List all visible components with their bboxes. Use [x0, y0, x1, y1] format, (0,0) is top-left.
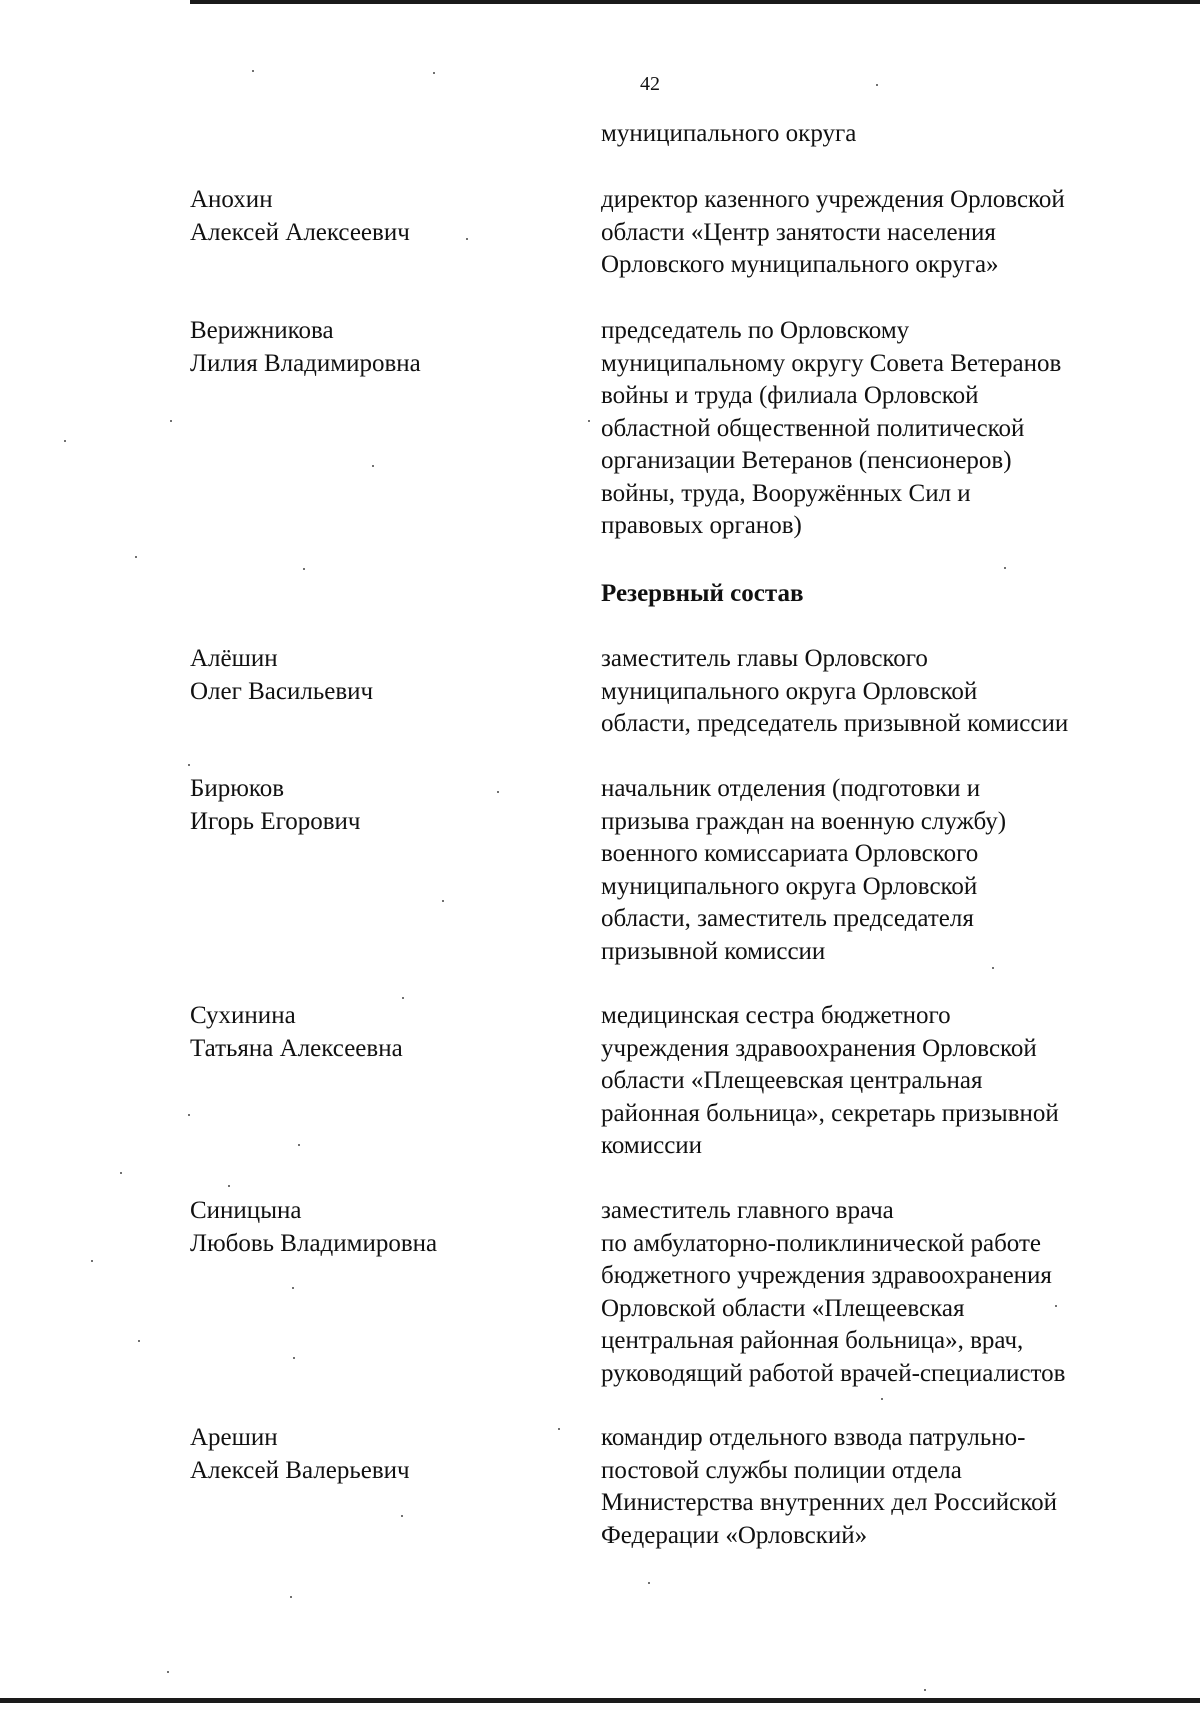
scan-speck [1055, 1305, 1057, 1307]
scan-speck [135, 556, 137, 558]
position-line: призыва граждан на военную службу) [601, 807, 1007, 835]
continuation-line: муниципального округа [601, 120, 857, 147]
scan-speck [138, 1340, 140, 1342]
member-surname: Верижникова [190, 317, 334, 344]
member-given-names: Алексей Валерьевич [190, 1456, 410, 1484]
scan-speck [188, 764, 190, 766]
scan-speck [170, 420, 172, 422]
member-position [601, 1000, 1059, 1163]
scan-speck [402, 997, 404, 999]
position-line: начальник отделения (подготовки и [601, 775, 981, 802]
member-surname: Синицына [190, 1197, 302, 1224]
scan-edge-bottom [0, 1698, 1200, 1703]
scan-speck [924, 1689, 926, 1691]
position-line: районная больница», секретарь призывной [601, 1099, 1059, 1127]
member-name [190, 315, 421, 380]
position-line: призывной комиссии [601, 937, 826, 965]
position-line: правовых органов) [601, 512, 802, 539]
position-line: командир отдельного взвода патрульно- [601, 1424, 1026, 1451]
member-name [190, 773, 361, 838]
position-line: организации Ветеранов (пенсионеров) [601, 447, 1012, 474]
member-position [601, 184, 1065, 282]
position-line: руководящий работой врачей-специалистов [601, 1359, 1066, 1387]
scan-speck [648, 1582, 650, 1584]
position-line: комиссии [601, 1132, 703, 1159]
member-name [190, 1195, 437, 1260]
position-line: области «Плещеевская центральная [601, 1067, 983, 1094]
position-line: центральная районная больница», врач, [601, 1327, 1024, 1354]
member-position [601, 315, 1061, 543]
continuation-text [601, 118, 856, 151]
scan-speck [303, 568, 305, 570]
position-line: военного комиссариата Орловского [601, 840, 979, 867]
scan-speck [91, 1260, 93, 1262]
position-line: бюджетного учреждения здравоохранения [601, 1262, 1052, 1289]
scan-speck [252, 70, 254, 72]
scan-speck [372, 465, 374, 467]
position-line: областной общественной политической [601, 414, 1025, 442]
member-given-names: Игорь Егорович [190, 807, 361, 835]
page-number: 42 [640, 73, 660, 95]
position-line: муниципального округа Орловской [601, 872, 978, 900]
scan-speck [293, 1357, 295, 1359]
member-surname: Бирюков [190, 775, 285, 802]
scan-speck [433, 72, 435, 74]
position-line: муниципальному округу Совета Ветеранов [601, 349, 1062, 377]
member-surname: Сухинина [190, 1002, 296, 1029]
position-line: области, заместитель председателя [601, 905, 974, 932]
scan-edge-top [190, 0, 1200, 4]
position-line: заместитель главного врача [601, 1197, 894, 1224]
position-line: Министерства внутренних дел Российской [601, 1489, 1057, 1516]
member-position [601, 643, 1068, 741]
scan-speck [442, 900, 444, 902]
scan-speck [1004, 567, 1006, 569]
position-line: Орловского муниципального округа» [601, 251, 999, 278]
position-line: учреждения здравоохранения Орловской [601, 1034, 1037, 1062]
scan-speck [992, 967, 994, 969]
scan-speck [876, 84, 878, 86]
scan-speck [120, 1172, 122, 1174]
scan-speck [298, 1144, 300, 1146]
member-given-names: Татьяна Алексеевна [190, 1034, 403, 1062]
member-surname: Алёшин [190, 645, 278, 672]
scan-speck [290, 1596, 292, 1598]
member-surname: Арешин [190, 1424, 278, 1451]
scan-speck [64, 440, 66, 442]
member-position [601, 1195, 1065, 1390]
member-position [601, 1422, 1057, 1552]
member-name [190, 1422, 410, 1487]
position-line: директор казенного учреждения Орловской [601, 186, 1065, 213]
member-given-names: Любовь Владимировна [190, 1229, 438, 1257]
position-line: войны и труда (филиала Орловской [601, 382, 979, 409]
position-line: области, председатель призывной комиссии [601, 710, 1069, 737]
scan-speck [188, 1114, 190, 1116]
scan-speck [497, 791, 499, 793]
position-line: Федерации «Орловский» [601, 1521, 868, 1549]
position-line: по амбулаторно-поликлинической работе [601, 1229, 1042, 1257]
position-line: председатель по Орловскому [601, 317, 910, 344]
scan-speck [292, 1287, 294, 1289]
scan-speck [881, 1398, 883, 1400]
scan-speck [228, 1185, 230, 1187]
scan-speck [558, 1428, 560, 1430]
member-name [190, 184, 410, 249]
member-given-names: Лилия Владимировна [190, 349, 421, 377]
section-heading-reserve: Резервный состав [601, 580, 804, 607]
position-line: Орловской области «Плещеевская [601, 1294, 965, 1322]
position-line: муниципального округа Орловской [601, 677, 978, 705]
scan-speck [167, 1671, 169, 1673]
member-given-names: Олег Васильевич [190, 677, 374, 705]
position-line: заместитель главы Орловского [601, 645, 928, 672]
member-given-names: Алексей Алексеевич [190, 218, 410, 246]
position-line: войны, труда, Вооружённых Сил и [601, 479, 971, 507]
position-line: области «Центр занятости населения [601, 218, 996, 246]
scan-speck [588, 420, 590, 422]
position-line: медицинская сестра бюджетного [601, 1002, 951, 1029]
scan-speck [466, 238, 468, 240]
member-surname: Анохин [190, 186, 273, 213]
member-name [190, 1000, 403, 1065]
member-name [190, 643, 373, 708]
member-position [601, 773, 1006, 968]
scan-speck [401, 1515, 403, 1517]
position-line: постовой службы полиции отдела [601, 1456, 962, 1484]
